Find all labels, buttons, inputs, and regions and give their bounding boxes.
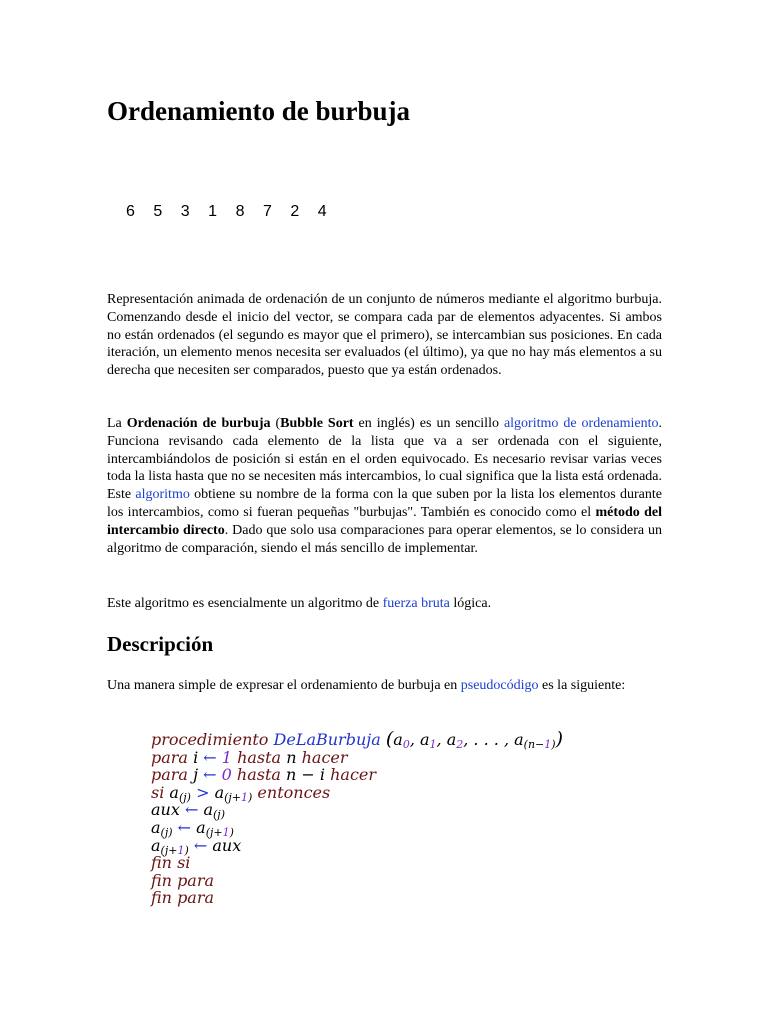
- number-item: 2: [290, 203, 300, 220]
- link-fuerza-bruta[interactable]: fuerza bruta: [382, 596, 450, 611]
- pseudocode-line: para j ← 0 hasta n − i hacer: [151, 765, 377, 785]
- pseudocode-line: aux ← $a_{(j)}$: [151, 800, 226, 822]
- section-heading-descripcion: Descripción: [107, 632, 214, 656]
- number-item: 3: [180, 203, 190, 220]
- brute-force-paragraph: Este algoritmo es esencialmente un algoritmo de fuerza bruta lógica.: [107, 596, 492, 611]
- link-pseudocodigo[interactable]: pseudocódigo: [460, 678, 539, 693]
- pseudocode-intro-paragraph: Una manera simple de expresar el ordenamiento de burbuja en pseudocódigo es la siguiente:: [107, 678, 626, 693]
- number-item: 5: [153, 203, 163, 220]
- term-bold: Ordenación de burbuja: [126, 416, 271, 431]
- term-bold-english: Bubble Sort: [280, 416, 354, 431]
- pseudocode-line: si $a_{(j)} > a_{(j+1)}$ entonces: [151, 782, 331, 804]
- pseudocode-line: fin para: [151, 870, 215, 890]
- number-item: 8: [235, 203, 245, 220]
- term-bold-metodo: método del intercambio directo: [107, 504, 662, 538]
- pseudocode-line: para i ← 1 hasta n hacer: [151, 747, 348, 767]
- pseudocode-line: procedimiento DeLaBurbuja ($a_0$, $a_1$, $a_2$, . . . , $a_{(n-1)}$): [151, 728, 563, 751]
- pseudocode-block: [151, 728, 563, 908]
- animation-caption: Representación animada de ordenación de un conjunto de números mediante el algoritmo burbuja. Comenzando desde el inicio del vector, se compara cada par de elementos adyacentes. Si ambos no están ordenados (el segundo es mayor que el primero), se intercambian sus posiciones. En cada iteración, un elemento menos necesita ser evaluados (el último), ya que no hay más elementos a su derecha que necesiten ser comparados, puesto que ya están ordenados.: [107, 292, 662, 379]
- pseudocode-line: fin para: [151, 888, 215, 908]
- number-item: 4: [317, 203, 327, 220]
- number-item: 1: [208, 203, 218, 220]
- link-algoritmo[interactable]: algoritmo: [135, 487, 190, 503]
- number-item: 7: [262, 203, 272, 220]
- page-title: Ordenamiento de burbuja: [107, 96, 411, 126]
- intro-paragraph: La Ordenación de burbuja (Bubble Sort en inglés) es un sencillo algoritmo de ordenamiento. Funciona revisando cada elemento de la lista que va a ser ordenada con el siguiente, intercambiándolos de posición si están en el orden equivocado. Es necesario revisar varias veces toda la lista hasta que no se necesiten más intercambios, lo cual significa que la lista está ordenada. Este algoritmo obtiene su nombre de la forma con la que suben por la lista los elementos durante los intercambios, como si fueran pequeñas "burbujas". También es conocido como el método del intercambio directo. Dado que solo usa comparaciones para operar elementos, se lo considera un algoritmo de comparación, siendo el más sencillo de implementar.: [107, 416, 663, 556]
- sort-animation-numbers: [126, 203, 345, 221]
- pseudocode-line: $a_{(j+1)}$ ← aux: [151, 835, 242, 857]
- pseudocode-line: $a_{(j)}$ ← $a_{(j+1)}$: [151, 817, 234, 839]
- number-item: 6: [126, 203, 135, 220]
- pseudocode-line: fin si: [151, 853, 191, 873]
- link-algoritmo-de-ordenamiento[interactable]: algoritmo de ordenamiento: [503, 416, 659, 431]
